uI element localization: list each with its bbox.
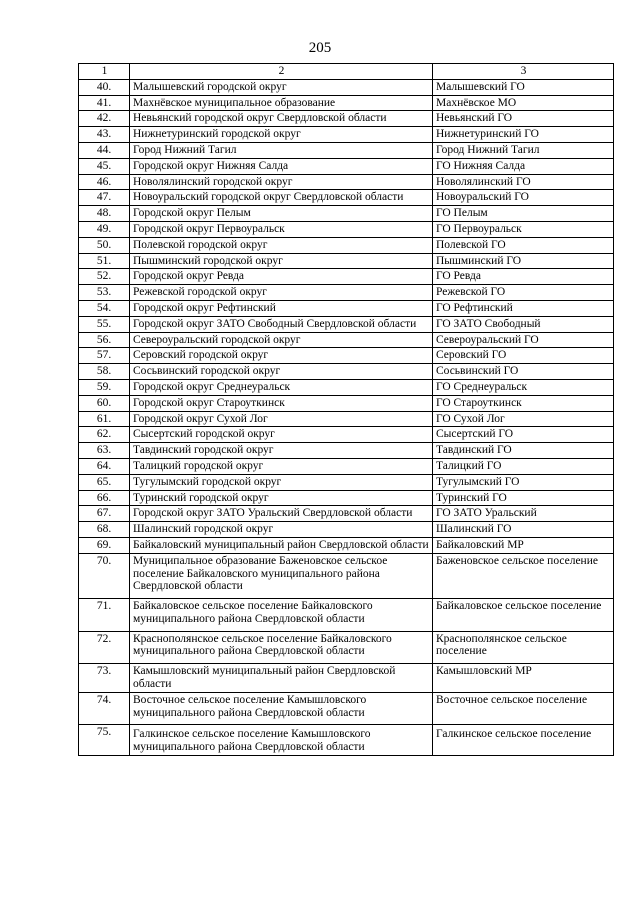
cell-name: Режевской городской округ <box>130 285 433 301</box>
cell-num: 63. <box>79 443 130 459</box>
table-row <box>79 553 614 598</box>
cell-num: 46. <box>79 174 130 190</box>
cell-name: Городской округ Рефтинский <box>130 300 433 316</box>
cell-short: Байкаловское сельское поселение <box>433 599 614 632</box>
table-body <box>79 64 614 756</box>
cell-short: Тавдинский ГО <box>433 443 614 459</box>
cell-num: 57. <box>79 348 130 364</box>
cell-name: Новоуральский городской округ Свердловской области <box>130 190 433 206</box>
cell-name: Городской округ ЗАТО Уральский Свердловской области <box>130 506 433 522</box>
cell-short: ГО Нижняя Салда <box>433 158 614 174</box>
header-cell-3: 3 <box>433 64 614 80</box>
cell-name: Городской округ Староуткинск <box>130 395 433 411</box>
cell-num: 48. <box>79 206 130 222</box>
cell-name: Байкаловский муниципальный район Свердловской области <box>130 537 433 553</box>
table-row <box>79 300 614 316</box>
cell-num: 62. <box>79 427 130 443</box>
table-row <box>79 364 614 380</box>
table-row <box>79 285 614 301</box>
table-row <box>79 111 614 127</box>
cell-num: 71. <box>79 599 130 632</box>
cell-num: 72. <box>79 631 130 664</box>
table-row <box>79 631 614 664</box>
table-row <box>79 692 614 725</box>
cell-short: Невьянский ГО <box>433 111 614 127</box>
table-row <box>79 379 614 395</box>
cell-num: 67. <box>79 506 130 522</box>
cell-num: 58. <box>79 364 130 380</box>
cell-short: ГО Староуткинск <box>433 395 614 411</box>
cell-num: 60. <box>79 395 130 411</box>
cell-name: Город Нижний Тагил <box>130 142 433 158</box>
table-row <box>79 458 614 474</box>
table-row <box>79 664 614 693</box>
cell-name: Восточное сельское поселение Камышловского муниципального района Свердловской области <box>130 692 433 725</box>
table-row <box>79 506 614 522</box>
cell-num: 75. <box>79 725 130 756</box>
cell-num: 49. <box>79 221 130 237</box>
cell-name: Городской округ Среднеуральск <box>130 379 433 395</box>
cell-name: Талицкий городской округ <box>130 458 433 474</box>
table-row <box>79 237 614 253</box>
cell-name: Североуральский городской округ <box>130 332 433 348</box>
page-number: 205 <box>308 40 332 56</box>
cell-short: Камышловский МР <box>433 664 614 693</box>
cell-name: Малышевский городской округ <box>130 79 433 95</box>
cell-num: 64. <box>79 458 130 474</box>
table-row <box>79 474 614 490</box>
cell-name: Городской округ Нижняя Салда <box>130 158 433 174</box>
cell-num: 51. <box>79 253 130 269</box>
table-row <box>79 490 614 506</box>
cell-short: Новоуральский ГО <box>433 190 614 206</box>
cell-name: Городской округ Первоуральск <box>130 221 433 237</box>
cell-name: Тугулымский городской округ <box>130 474 433 490</box>
cell-num: 70. <box>79 553 130 598</box>
table-row <box>79 253 614 269</box>
cell-name: Галкинское сельское поселение Камышловского муниципального района Свердловской области <box>130 725 433 756</box>
table-row <box>79 395 614 411</box>
cell-short: Североуральский ГО <box>433 332 614 348</box>
table-row <box>79 206 614 222</box>
cell-short: Краснополянское сельское поселение <box>433 631 614 664</box>
cell-num: 42. <box>79 111 130 127</box>
cell-short: Режевской ГО <box>433 285 614 301</box>
cell-short: Талицкий ГО <box>433 458 614 474</box>
cell-name: Байкаловское сельское поселение Байкаловского муниципального района Свердловской области <box>130 599 433 632</box>
cell-num: 69. <box>79 537 130 553</box>
table-row <box>79 127 614 143</box>
cell-short: Восточное сельское поселение <box>433 692 614 725</box>
cell-short: Махнёвское МО <box>433 95 614 111</box>
table-row <box>79 443 614 459</box>
cell-name: Пышминский городской округ <box>130 253 433 269</box>
cell-short: ГО Первоуральск <box>433 221 614 237</box>
cell-name: Сосьвинский городской округ <box>130 364 433 380</box>
header-cell-1: 1 <box>79 64 130 80</box>
cell-name: Новолялинский городской округ <box>130 174 433 190</box>
cell-num: 66. <box>79 490 130 506</box>
cell-num: 44. <box>79 142 130 158</box>
cell-num: 61. <box>79 411 130 427</box>
cell-name: Нижнетуринский городской округ <box>130 127 433 143</box>
cell-num: 59. <box>79 379 130 395</box>
cell-short: Сысертский ГО <box>433 427 614 443</box>
cell-name: Невьянский городской округ Свердловской области <box>130 111 433 127</box>
table-row <box>79 725 614 756</box>
cell-short: ГО ЗАТО Уральский <box>433 506 614 522</box>
cell-short: ГО Ревда <box>433 269 614 285</box>
cell-name: Тавдинский городской округ <box>130 443 433 459</box>
cell-name: Туринский городской округ <box>130 490 433 506</box>
cell-short: Баженовское сельское поселение <box>433 553 614 598</box>
cell-short: ГО Среднеуральск <box>433 379 614 395</box>
cell-short: Галкинское сельское поселение <box>433 725 614 756</box>
cell-short: Туринский ГО <box>433 490 614 506</box>
table-row <box>79 332 614 348</box>
cell-num: 40. <box>79 79 130 95</box>
cell-num: 52. <box>79 269 130 285</box>
table-row <box>79 269 614 285</box>
cell-name: Шалинский городской округ <box>130 522 433 538</box>
cell-name: Муниципальное образование Баженовское сельское поселение Байкаловского муниципального района Свердловской области <box>130 553 433 598</box>
table-row <box>79 190 614 206</box>
table-row <box>79 599 614 632</box>
table-row <box>79 348 614 364</box>
cell-name: Серовский городской округ <box>130 348 433 364</box>
table-row <box>79 522 614 538</box>
cell-name: Городской округ ЗАТО Свободный Свердловской области <box>130 316 433 332</box>
cell-name: Камышловский муниципальный район Свердловской области <box>130 664 433 693</box>
cell-num: 74. <box>79 692 130 725</box>
cell-short: Серовский ГО <box>433 348 614 364</box>
cell-num: 47. <box>79 190 130 206</box>
cell-num: 41. <box>79 95 130 111</box>
cell-name: Городской округ Ревда <box>130 269 433 285</box>
cell-short: Новолялинский ГО <box>433 174 614 190</box>
cell-short: Пышминский ГО <box>433 253 614 269</box>
cell-short: Малышевский ГО <box>433 79 614 95</box>
table-row <box>79 427 614 443</box>
cell-short: Тугулымский ГО <box>433 474 614 490</box>
cell-short: ГО Рефтинский <box>433 300 614 316</box>
table-row <box>79 158 614 174</box>
table-row <box>79 79 614 95</box>
cell-num: 68. <box>79 522 130 538</box>
cell-num: 43. <box>79 127 130 143</box>
table-row <box>79 95 614 111</box>
table-row <box>79 537 614 553</box>
cell-name: Полевской городской округ <box>130 237 433 253</box>
cell-num: 56. <box>79 332 130 348</box>
cell-name: Городской округ Сухой Лог <box>130 411 433 427</box>
cell-short: Байкаловский МР <box>433 537 614 553</box>
cell-name: Махнёвское муниципальное образование <box>130 95 433 111</box>
table-row <box>79 174 614 190</box>
cell-short: Шалинский ГО <box>433 522 614 538</box>
cell-name: Сысертский городской округ <box>130 427 433 443</box>
cell-short: Сосьвинский ГО <box>433 364 614 380</box>
cell-num: 54. <box>79 300 130 316</box>
municipality-table <box>78 63 614 756</box>
cell-num: 65. <box>79 474 130 490</box>
cell-short: ГО Сухой Лог <box>433 411 614 427</box>
table-row <box>79 142 614 158</box>
cell-name: Краснополянское сельское поселение Байкаловского муниципального района Свердловской области <box>130 631 433 664</box>
header-cell-2: 2 <box>130 64 433 80</box>
cell-num: 73. <box>79 664 130 693</box>
cell-short: Полевской ГО <box>433 237 614 253</box>
cell-short: Город Нижний Тагил <box>433 142 614 158</box>
table-header-row <box>79 64 614 80</box>
cell-name: Городской округ Пелым <box>130 206 433 222</box>
cell-num: 45. <box>79 158 130 174</box>
cell-short: ГО ЗАТО Свободный <box>433 316 614 332</box>
cell-num: 53. <box>79 285 130 301</box>
cell-short: Нижнетуринский ГО <box>433 127 614 143</box>
table-row <box>79 411 614 427</box>
cell-num: 55. <box>79 316 130 332</box>
cell-short: ГО Пелым <box>433 206 614 222</box>
cell-num: 50. <box>79 237 130 253</box>
table-row <box>79 316 614 332</box>
table-row <box>79 221 614 237</box>
